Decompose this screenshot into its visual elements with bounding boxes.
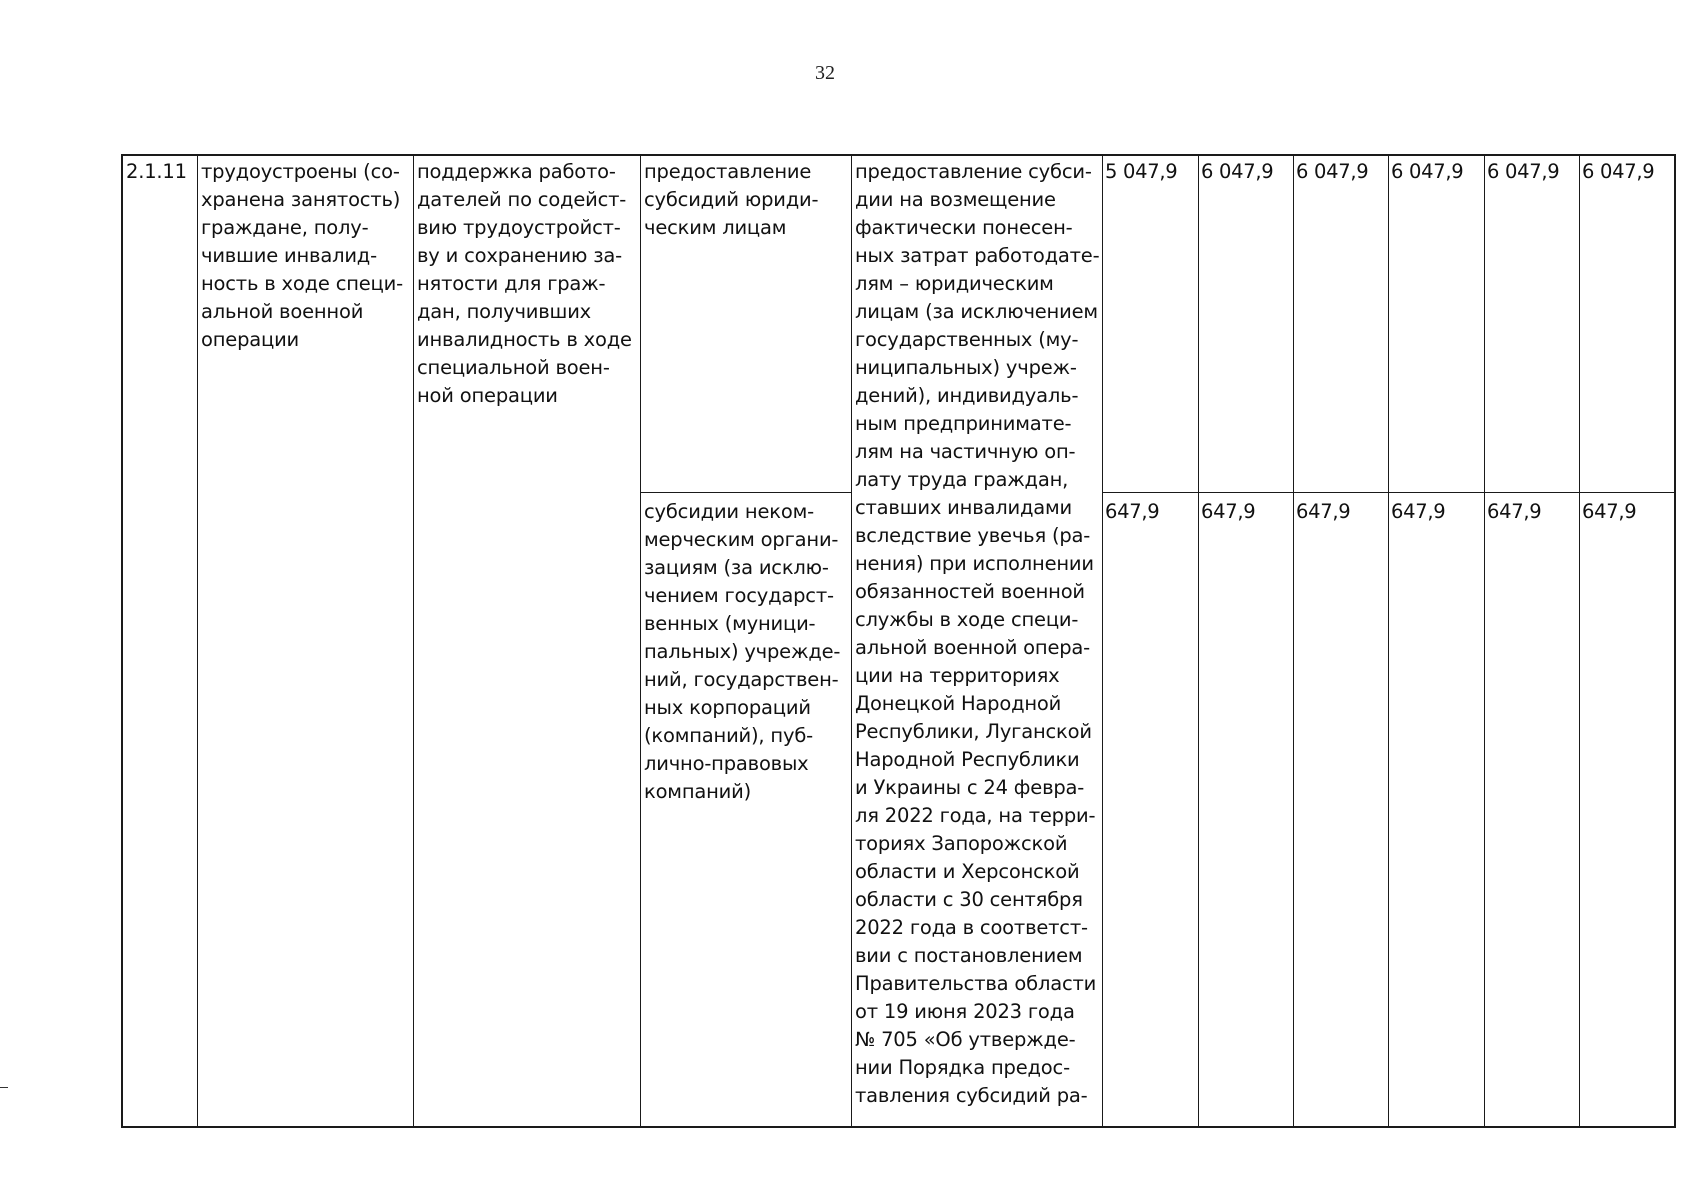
item-code: 2.1.11 (126, 160, 187, 183)
column-divider (1579, 156, 1580, 1126)
amount-cell: 647,9 (1201, 500, 1256, 523)
direction-legal-entities: предоставление субсидий юриди- ческим лицам (644, 160, 819, 239)
program-table (121, 154, 1676, 1128)
amount-cell: 647,9 (1105, 500, 1160, 523)
direction-nonprofit: субсидии неком- мерческим органи- зациям (за исклю- чением государст- венных (муници- пальных) учрежде- ний, государствен- ных корпораций (компаний), пуб- лично-правовых компаний) (644, 500, 841, 803)
amount-cell: 6 047,9 (1296, 160, 1369, 183)
column-divider (1198, 156, 1199, 1126)
amount-cell: 647,9 (1391, 500, 1446, 523)
result-text: трудоустроены (со- хранена занятость) граждане, полу- чившие инвалид- ность в ходе специ- альной военной операции (201, 160, 403, 351)
description-text: предоставление субси- дии на возмещение фактически понесен- ных затрат работодате- лям – юридическим лицам (за исключением государственных (му- ниципальных) учреж- дений), индивидуаль- ным предпринимате- лям на частичную оп- лату труда граждан, ставших инвалидами вследствие увечья (ра- нения) при исполнении обязанностей военной службы в ходе специ- альной военной опера- ции на территориях Донецкой Народной Республики, Луганской Народной Республики и Украины с 24 февра- ля 2022 года, на терри- ториях Запорожской области и Херсонской области с 30 сентября 2022 года в соответст- вии с постановлением Правительства области от 19 июня 2023 года № 705 «Об утвержде- нии Порядка предос- тавления субсидий ра- (855, 160, 1100, 1107)
amount-cell: 5 047,9 (1105, 160, 1178, 183)
amount-cell: 647,9 (1582, 500, 1637, 523)
amount-cell: 6 047,9 (1201, 160, 1274, 183)
amount-cell: 6 047,9 (1391, 160, 1464, 183)
amount-cell: 6 047,9 (1487, 160, 1560, 183)
row-divider (640, 492, 851, 493)
amount-cell: 647,9 (1487, 500, 1542, 523)
page-number: 32 (815, 62, 835, 84)
measure-text: поддержка работо- дателей по содейст- вию трудоустройст- ву и сохранению за- нятости для граж- дан, получивших инвалидность в ходе специальной воен- ной операции (417, 160, 632, 407)
amount-cell: 6 047,9 (1582, 160, 1655, 183)
column-divider (1102, 156, 1103, 1126)
margin-mark (0, 1087, 8, 1088)
row-divider (1102, 492, 1674, 493)
column-divider (1293, 156, 1294, 1126)
amount-cell: 647,9 (1296, 500, 1351, 523)
column-divider (1388, 156, 1389, 1126)
column-divider (1484, 156, 1485, 1126)
